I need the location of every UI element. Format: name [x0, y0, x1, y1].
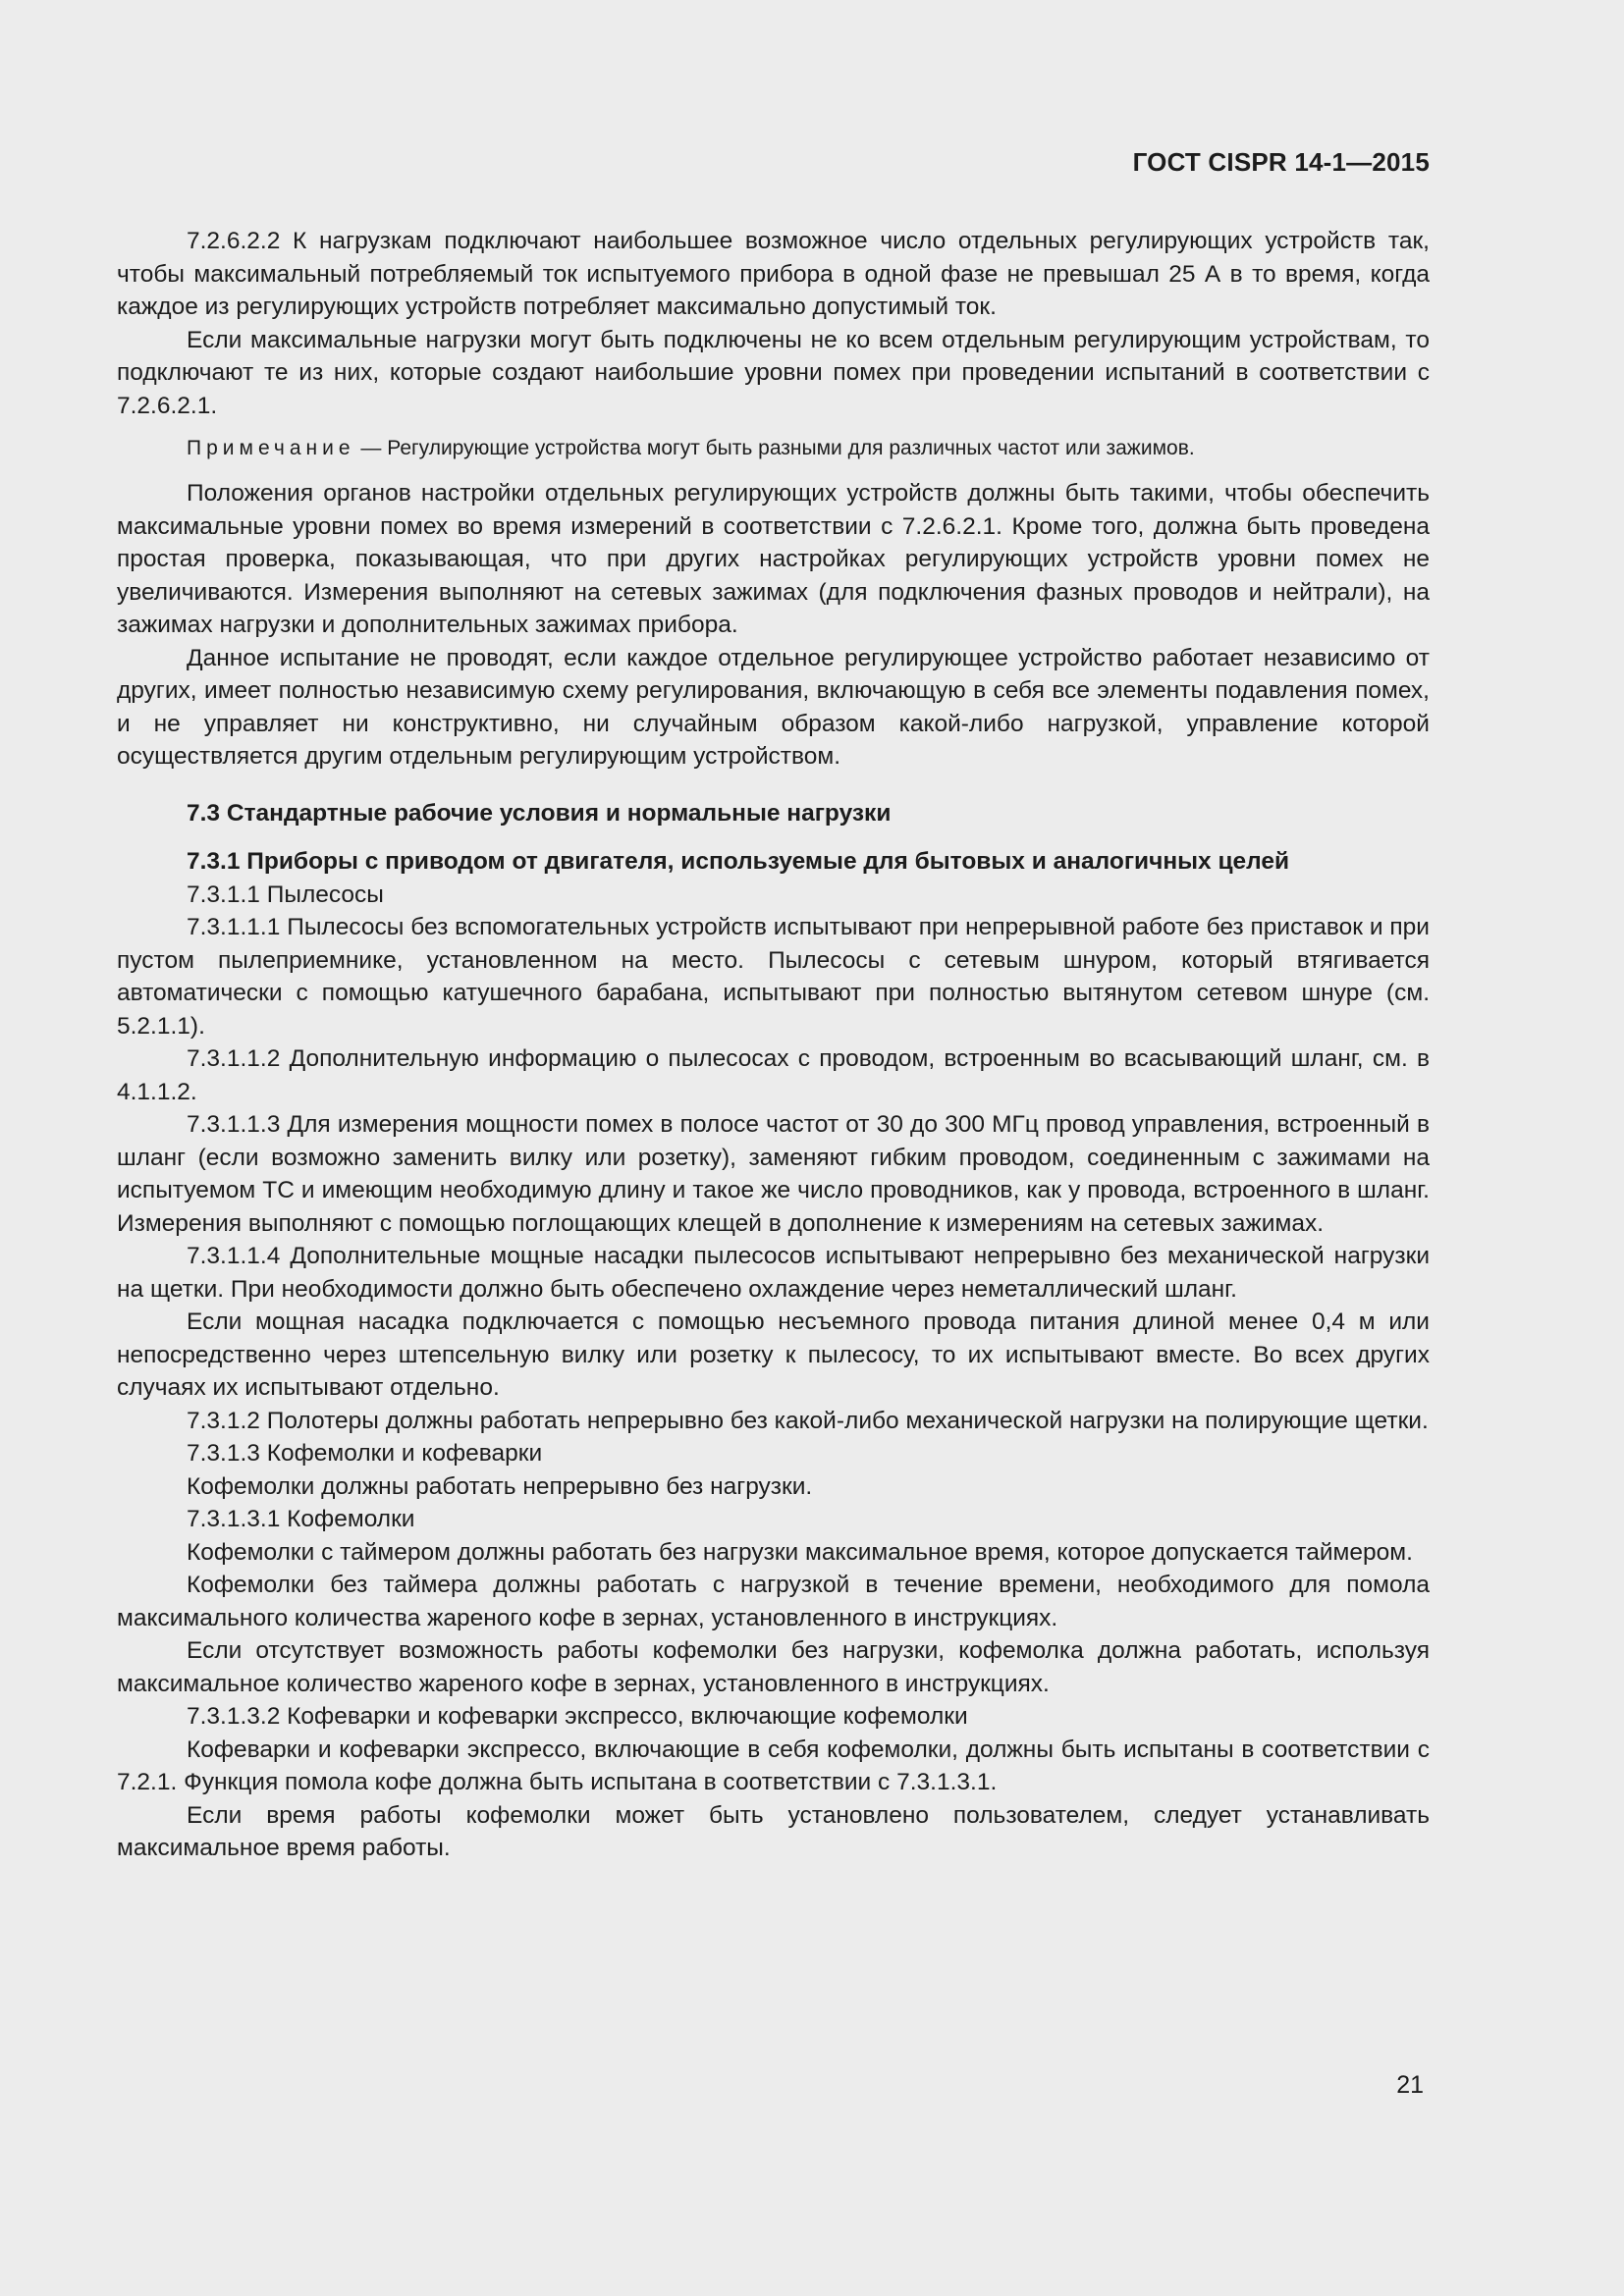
paragraph-7-2-6-2-2: 7.2.6.2.2 К нагрузкам подключают наибольшее возможное число отдельных регулирующих устройств так, чтобы максимальный потребляемый ток испытуемого прибора в одной фазе не превышал 25 А в то время, когда каждое из регулирующих устройств потребляет максимально допустимый ток.	[117, 228, 1430, 320]
paragraph: 7.3.1.1.4 Дополнительные мощные насадки пылесосов испытывают непрерывно без механической нагрузки на щетки. При необходимости должно быть обеспечено охлаждение через неметаллический шланг.	[117, 1243, 1430, 1303]
section-heading-7-3-1: 7.3.1 Приборы с приводом от двигателя, используемые для бытовых и аналогичных целей	[187, 848, 1290, 875]
paragraph: 7.3.1.2 Полотеры должны работать непрерывно без какой-либо механической нагрузки на полирующие щетки.	[187, 1407, 1429, 1434]
subsection-title: 7.3.1.1 Пылесосы	[187, 881, 384, 908]
paragraph: Кофеварки и кофеварки экспрессо, включающие в себя кофемолки, должны быть испытаны в соответствии с 7.2.1. Функция помола кофе должна быть испытана в соответствии с 7.3.1.3.1.	[117, 1735, 1430, 1795]
paragraph: 7.3.1.1.1 Пылесосы без вспомогательных устройств испытывают при непрерывной работе без приставок и при пустом пылеприемнике, установленном на место. Пылесосы с сетевым шнуром, который втягивается автоматически с помощью катушечного барабана, испытывают при полностью вытянутом сетевом шнуре (см. 5.2.1.1).	[117, 914, 1430, 1040]
subsection-title: 7.3.1.3 Кофемолки и кофеварки	[187, 1440, 543, 1467]
paragraph: 7.3.1.1.3 Для измерения мощности помех в полосе частот от 30 до 300 МГц провод управления, встроенный в шланг (если возможно заменить вилку или розетку), заменяют гибким проводом, соединенным с зажимами на испытуемом ТС и имеющим необходимую длину и такое же число проводников, как у провода, встроенного в шланг. Измерения выполняют с помощью поглощающих клещей в дополнение к измерениям на сетевых зажимах.	[117, 1111, 1430, 1237]
note-text: — Регулирующие устройства могут быть разными для различных частот или зажимов.	[354, 437, 1195, 459]
paragraph: Если мощная насадка подключается с помощью несъемного провода питания длиной менее 0,4 м или непосредственно через штепсельную вилку или розетку к пылесосу, то их испытывают вместе. Во всех других случаях их испытывают отдельно.	[117, 1308, 1430, 1401]
subsection-title: 7.3.1.3.1 Кофемолки	[187, 1506, 415, 1532]
paragraph: Положения органов настройки отдельных регулирующих устройств должны быть такими, чтобы обеспечить максимальные уровни помех во время измерений в соответствии с 7.2.6.2.1. Кроме того, должна быть проведена простая проверка, показывающая, что при других настройках регулирующих устройств уровни помех не увеличиваются. Измерения выполняют на сетевых зажимах (для подключения фазных проводов и нейтрали), на зажимах нагрузки и дополнительных зажимах прибора.	[117, 480, 1430, 638]
document-header: ГОСТ CISPR 14-1—2015	[1132, 147, 1430, 177]
page-number: 21	[1396, 2071, 1424, 2099]
paragraph: Данное испытание не проводят, если каждое отдельное регулирующее устройство работает независимо от других, имеет полностью независимую схему регулирования, включающую в себя все элементы подавления помех, и не управляет ни конструктивно, ни случайным образом какой-либо нагрузкой, управление которой осуществляется другим отдельным регулирующим устройством.	[117, 644, 1430, 770]
paragraph: Кофемолки должны работать непрерывно без нагрузки.	[187, 1472, 813, 1500]
paragraph: Если максимальные нагрузки могут быть подключены не ко всем отдельным регулирующим устройствам, то подключают те из них, которые создают наибольшие уровни помех при проведении испытаний в соответствии с 7.2.6.2.1.	[117, 326, 1430, 419]
subsection-title: 7.3.1.3.2 Кофеварки и кофеварки экспрессо, включающие кофемолки	[187, 1703, 968, 1730]
paragraph: Кофемолки с таймером должны работать без нагрузки максимальное время, которое допускается таймером.	[187, 1538, 1413, 1566]
paragraph: Если время работы кофемолки может быть установлено пользователем, следует устанавливать максимальное время работы.	[117, 1801, 1430, 1861]
note	[117, 434, 1430, 463]
note-label: Примечание	[187, 437, 355, 459]
section-heading-7-3: 7.3 Стандартные рабочие условия и нормальные нагрузки	[187, 799, 892, 827]
paragraph: Если отсутствует возможность работы кофемолки без нагрузки, кофемолка должна работать, используя максимальное количество жареного кофе в зернах, установленного в инструкциях.	[117, 1637, 1430, 1697]
paragraph: 7.3.1.1.2 Дополнительную информацию о пылесосах с проводом, встроенным во всасывающий шланг, см. в 4.1.1.2.	[117, 1045, 1430, 1105]
paragraph: Кофемолки без таймера должны работать с нагрузкой в течение времени, необходимого для помола максимального количества жареного кофе в зернах, установленного в инструкциях.	[117, 1572, 1430, 1631]
document-body	[117, 225, 1430, 1865]
